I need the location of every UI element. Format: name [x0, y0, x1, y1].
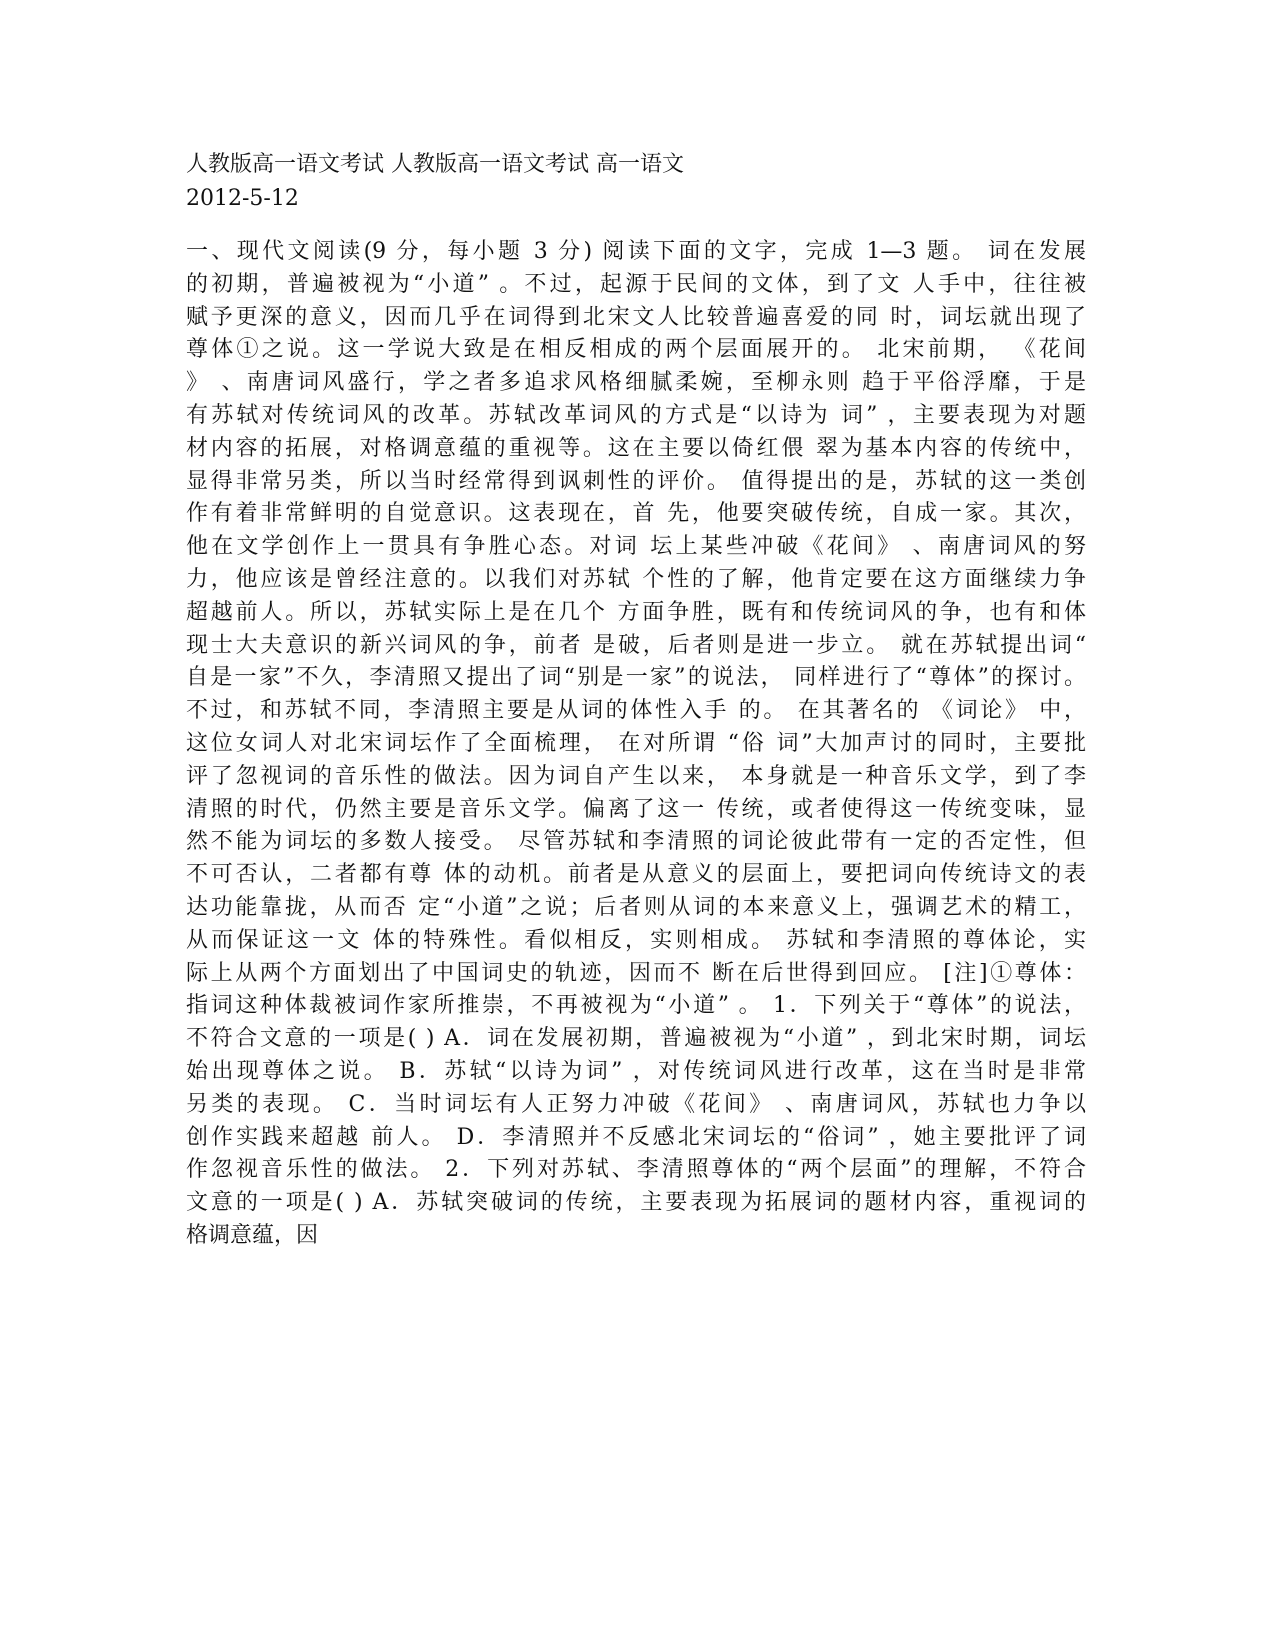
body-line: 另类的表现。 C．当时词坛有人正努力冲破《花间》 、南唐词风，苏轼也力争以: [186, 1091, 1086, 1117]
body-line: 创作实践来超越 前人。 D．李清照并不反感北宋词坛的“俗词” ，她主要批评了词: [186, 1124, 1086, 1150]
body-line: 材内容的拓展，对格调意蕴的重视等。这在主要以倚红偎 翠为基本内容的传统中，: [186, 435, 1086, 461]
body-line: 一、现代文阅读(9 分，每小题 3 分) 阅读下面的文字，完成 1—3 题。 词在发展: [186, 239, 1086, 264]
body-line: 达功能靠拢，从而否 定“小道”之说；后者则从词的本来意义上，强调艺术的精工，: [186, 894, 1086, 920]
body-line: 》 、南唐词风盛行，学之者多追求风格细腻柔婉，至柳永则 趋于平俗浮靡，于是: [186, 370, 1086, 396]
body-line: 不过，和苏轼不同，李清照主要是从词的体性入手 的。 在其著名的 《词论》 中，: [186, 698, 1086, 724]
body-line: 然不能为词坛的多数人接受。 尽管苏轼和李清照的词论彼此带有一定的否定性，但: [186, 829, 1086, 855]
body-line: 尊体①之说。这一学说大致是在相反相成的两个层面展开的。 北宋前期， 《花间: [186, 337, 1086, 363]
body-line: 他在文学创作上一贯具有争胜心态。对词 坛上某些冲破《花间》 、南唐词风的努: [186, 534, 1086, 560]
body-line: 清照的时代，仍然主要是音乐文学。偏离了这一 传统，或者使得这一传统变味，显: [186, 796, 1086, 822]
body-line: 赋予更深的意义，因而几乎在词得到北宋文人比较普遍喜爱的同 时，词坛就出现了: [186, 304, 1086, 330]
body-line: 不可否认，二者都有尊 体的动机。前者是从意义的层面上，要把词向传统诗文的表: [186, 862, 1086, 888]
body-line: 评了忽视词的音乐性的做法。因为词自产生以来， 本身就是一种音乐文学，到了李: [186, 763, 1086, 789]
body-line: 显得非常另类，所以当时经常得到讽刺性的评价。 值得提出的是，苏轼的这一类创: [186, 468, 1086, 494]
body-line: 现士大夫意识的新兴词风的争，前者 是破，后者则是进一步立。 就在苏轼提出词“: [186, 632, 1086, 658]
body-line: 际上从两个方面划出了中国词史的轨迹，因而不 断在后世得到回应。 [注]①尊体：: [186, 960, 1086, 986]
body-line: 自是一家”不久，李清照又提出了词“别是一家”的说法， 同样进行了“尊体”的探讨。: [186, 665, 1086, 691]
body-line: 有苏轼对传统词风的改革。苏轼改革词风的方式是“以诗为 词” ，主要表现为对题: [186, 402, 1086, 428]
document-header: [186, 148, 1086, 216]
body-line: 从而保证这一文 体的特殊性。看似相反，实则相成。 苏轼和李清照的尊体论，实: [186, 927, 1086, 953]
body-line: 始出现尊体之说。 B．苏轼“以诗为词” ，对传统词风进行改革，这在当时是非常: [186, 1058, 1086, 1084]
body-line: 的初期，普遍被视为“小道” 。不过，起源于民间的文体，到了文 人手中，往往被: [186, 271, 1086, 297]
document-date: 2012-5-12: [186, 186, 299, 211]
body-line: 这位女词人对北宋词坛作了全面梳理， 在对所谓 “俗 词”大加声讨的同时，主要批: [186, 730, 1086, 756]
body-line: 力，他应该是曾经注意的。以我们对苏轼 个性的了解，他肯定要在这方面继续力争: [186, 566, 1086, 592]
body-line: 格调意蕴，因: [186, 1222, 319, 1248]
body-line: 指词这种体裁被词作家所推崇，不再被视为“小道” 。 1．下列关于“尊体”的说法，: [186, 993, 1086, 1019]
body-line: 作忽视音乐性的做法。 2．下列对苏轼、李清照尊体的“两个层面”的理解，不符合: [186, 1157, 1086, 1183]
document-title: 人教版高一语文考试 人教版高一语文考试 高一语文: [186, 152, 684, 177]
body-line: 不符合文意的一项是( ) A．词在发展初期，普遍被视为“小道” ，到北宋时期，词坛: [186, 1026, 1086, 1052]
body-line: 文意的一项是( ) A．苏轼突破词的传统，主要表现为拓展词的题材内容，重视词的: [186, 1190, 1086, 1216]
body-line: 作有着非常鲜明的自觉意识。这表现在，首 先，他要突破传统，自成一家。其次，: [186, 501, 1086, 527]
body-line: 超越前人。所以，苏轼实际上是在几个 方面争胜，既有和传统词风的争，也有和体: [186, 599, 1086, 625]
document-body: [186, 236, 1086, 1253]
